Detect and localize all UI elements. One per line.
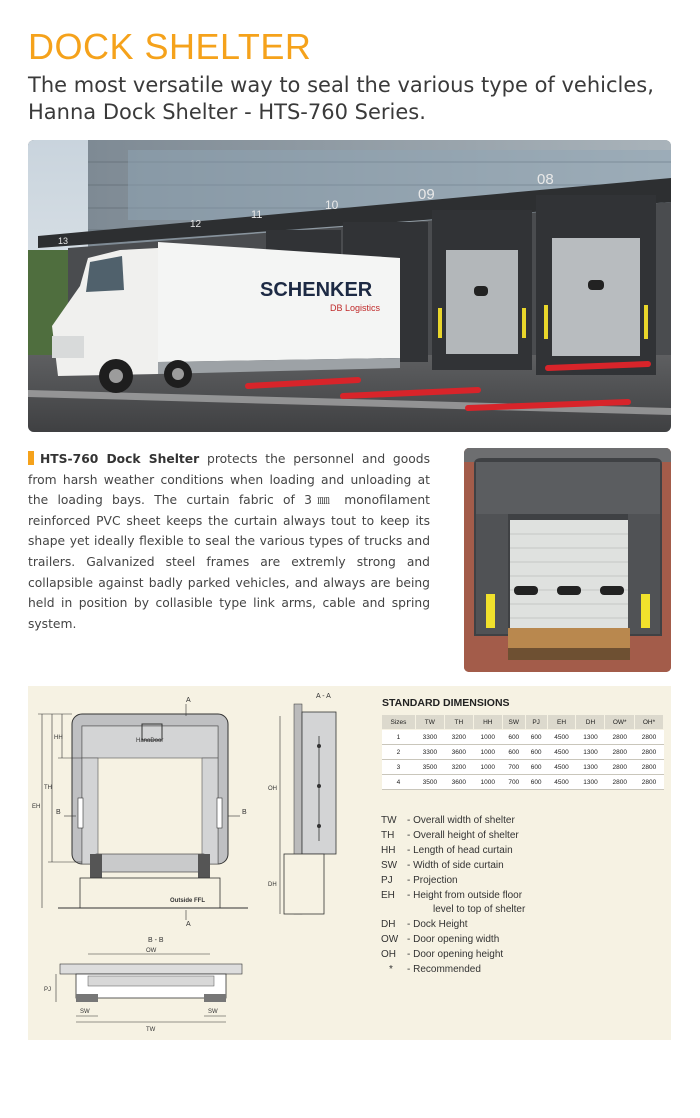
table-cell: 600 [525, 775, 547, 790]
table-header-row [382, 715, 664, 730]
section-b-b-title: B - B [148, 937, 164, 944]
table-cell: 4500 [547, 775, 576, 790]
dim-label-sw-left: SW [80, 1009, 90, 1015]
legend-item: SW - Width of side curtain [381, 859, 504, 871]
table-row [382, 730, 664, 745]
dim-label-oh: OH [268, 786, 277, 792]
truck-brand-text: SCHENKER [260, 279, 373, 301]
col-header-eh: EH [547, 715, 576, 730]
table-cell: 3600 [444, 745, 473, 760]
legend-item: DH - Dock Height [381, 919, 468, 931]
table-cell: 1000 [473, 730, 502, 745]
legend-item: EH - Height from outside floor [381, 889, 523, 901]
table-cell: 2800 [634, 775, 663, 790]
table-cell: 3300 [415, 730, 444, 745]
table-cell: 2800 [634, 730, 663, 745]
col-header-hh: HH [473, 715, 502, 730]
section-marker-b-left: B [56, 809, 61, 816]
table-cell: 600 [525, 745, 547, 760]
section-a-a-title: A - A [316, 693, 331, 700]
bay-number-13: 13 [58, 236, 69, 246]
accent-bar [28, 451, 34, 465]
col-header-pj: PJ [525, 715, 547, 730]
table-cell: 3200 [444, 760, 473, 775]
table-cell: 4 [382, 775, 416, 790]
legend-item: TW - Overall width of shelter [381, 815, 515, 826]
section-marker-a-top: A [186, 697, 191, 704]
subtitle-line-1: The most versatile way to seal the various type of vehicles, [28, 73, 654, 97]
table-cell: 4500 [547, 760, 576, 775]
table-cell: 2800 [634, 745, 663, 760]
hero-photo-loading-dock [28, 140, 671, 432]
table-cell: 700 [502, 760, 525, 775]
table-cell: 1000 [473, 760, 502, 775]
product-description [28, 449, 430, 634]
bay-number-08: 08 [537, 171, 554, 188]
dim-label-pj: PJ [44, 987, 52, 993]
bay-number-12: 12 [190, 219, 202, 230]
table-cell: 600 [502, 730, 525, 745]
table-cell: 1000 [473, 745, 502, 760]
dim-label-eh: EH [32, 804, 41, 810]
outside-ffl-label: Outside FFL [170, 898, 205, 904]
table-cell: 600 [525, 760, 547, 775]
page-subtitle [28, 72, 678, 126]
table-cell: 700 [502, 775, 525, 790]
table-cell: 2800 [634, 760, 663, 775]
bay-number-09: 09 [418, 186, 435, 203]
product-photo-dock-shelter [464, 448, 671, 672]
legend-item: level to top of shelter [433, 904, 526, 916]
dim-label-sw-right: SW [208, 1009, 218, 1015]
table-cell: 600 [525, 730, 547, 745]
table-cell: 1000 [473, 775, 502, 790]
col-header-dh: DH [576, 715, 605, 730]
table-row [382, 775, 664, 790]
standard-dimensions-title: STANDARD DIMENSIONS [382, 697, 510, 709]
table-cell: 3200 [444, 730, 473, 745]
table-cell: 3300 [415, 745, 444, 760]
table-cell: 1300 [576, 760, 605, 775]
legend-item: HH - Length of head curtain [381, 844, 513, 856]
dim-label-hh: HH [54, 735, 63, 741]
table-row [382, 760, 664, 775]
table-cell: 2800 [605, 760, 635, 775]
col-header-oh: OH* [634, 715, 663, 730]
section-marker-a-bottom: A [186, 921, 191, 928]
table-cell: 2800 [605, 745, 635, 760]
description-body: protects the personnel and goods from harsh weather conditions when loading and unloading at the loading bays. The curtain fabric of 3㎜ monofilament reinforced PVC sheet keeps the curtain always tout to keep its shape yet ideally flexible to seal the various types of trucks and trailers. Galvanized steel frames are extremly strong and collapsible against badly parked vehicles, and always are being held in position by collasible type link arms, cable and spring system. [28, 452, 430, 631]
table-cell: 4500 [547, 730, 576, 745]
table-cell: 3 [382, 760, 416, 775]
legend-item: OW - Door opening width [381, 934, 500, 946]
table-cell: 2800 [605, 775, 635, 790]
table-row [382, 745, 664, 760]
page-title: DOCK SHELTER [28, 26, 312, 67]
table-cell: 2 [382, 745, 416, 760]
description-lead: HTS-760 Dock Shelter [40, 452, 200, 466]
table-cell: 600 [502, 745, 525, 760]
dim-label-dh: DH [268, 882, 277, 888]
bay-number-11: 11 [251, 209, 263, 221]
table-cell: 3600 [444, 775, 473, 790]
table-cell: 3500 [415, 760, 444, 775]
col-header-sw: SW [502, 715, 525, 730]
bay-number-10: 10 [325, 198, 339, 212]
truck-sub-brand-text: DB Logistics [330, 303, 381, 313]
col-header-sizes: Sizes [382, 715, 416, 730]
dim-label-tw: TW [146, 1027, 156, 1033]
subtitle-line-2: Hanna Dock Shelter - HTS-760 Series. [28, 100, 426, 124]
col-header-tw: TW [415, 715, 444, 730]
legend-item: * - Recommended [389, 964, 481, 976]
section-marker-b-right: B [242, 809, 247, 816]
legend-item: PJ - Projection [381, 874, 458, 886]
table-cell: 1300 [576, 775, 605, 790]
legend-item: OH - Door opening height [381, 949, 504, 961]
diagram-brand-label: HanaDoor [136, 738, 164, 744]
dim-label-ow: OW [146, 948, 157, 954]
dim-label-th: TH [44, 785, 52, 791]
table-cell: 3500 [415, 775, 444, 790]
table-cell: 2800 [605, 730, 635, 745]
table-cell: 4500 [547, 745, 576, 760]
table-cell: 1300 [576, 745, 605, 760]
abbreviation-legend [381, 814, 525, 978]
technical-drawing [28, 686, 378, 1040]
col-header-ow: OW* [605, 715, 635, 730]
legend-item: TH - Overall height of shelter [381, 829, 519, 841]
standard-dimensions-table [381, 714, 664, 790]
col-header-th: TH [444, 715, 473, 730]
table-cell: 1 [382, 730, 416, 745]
table-cell: 1300 [576, 730, 605, 745]
